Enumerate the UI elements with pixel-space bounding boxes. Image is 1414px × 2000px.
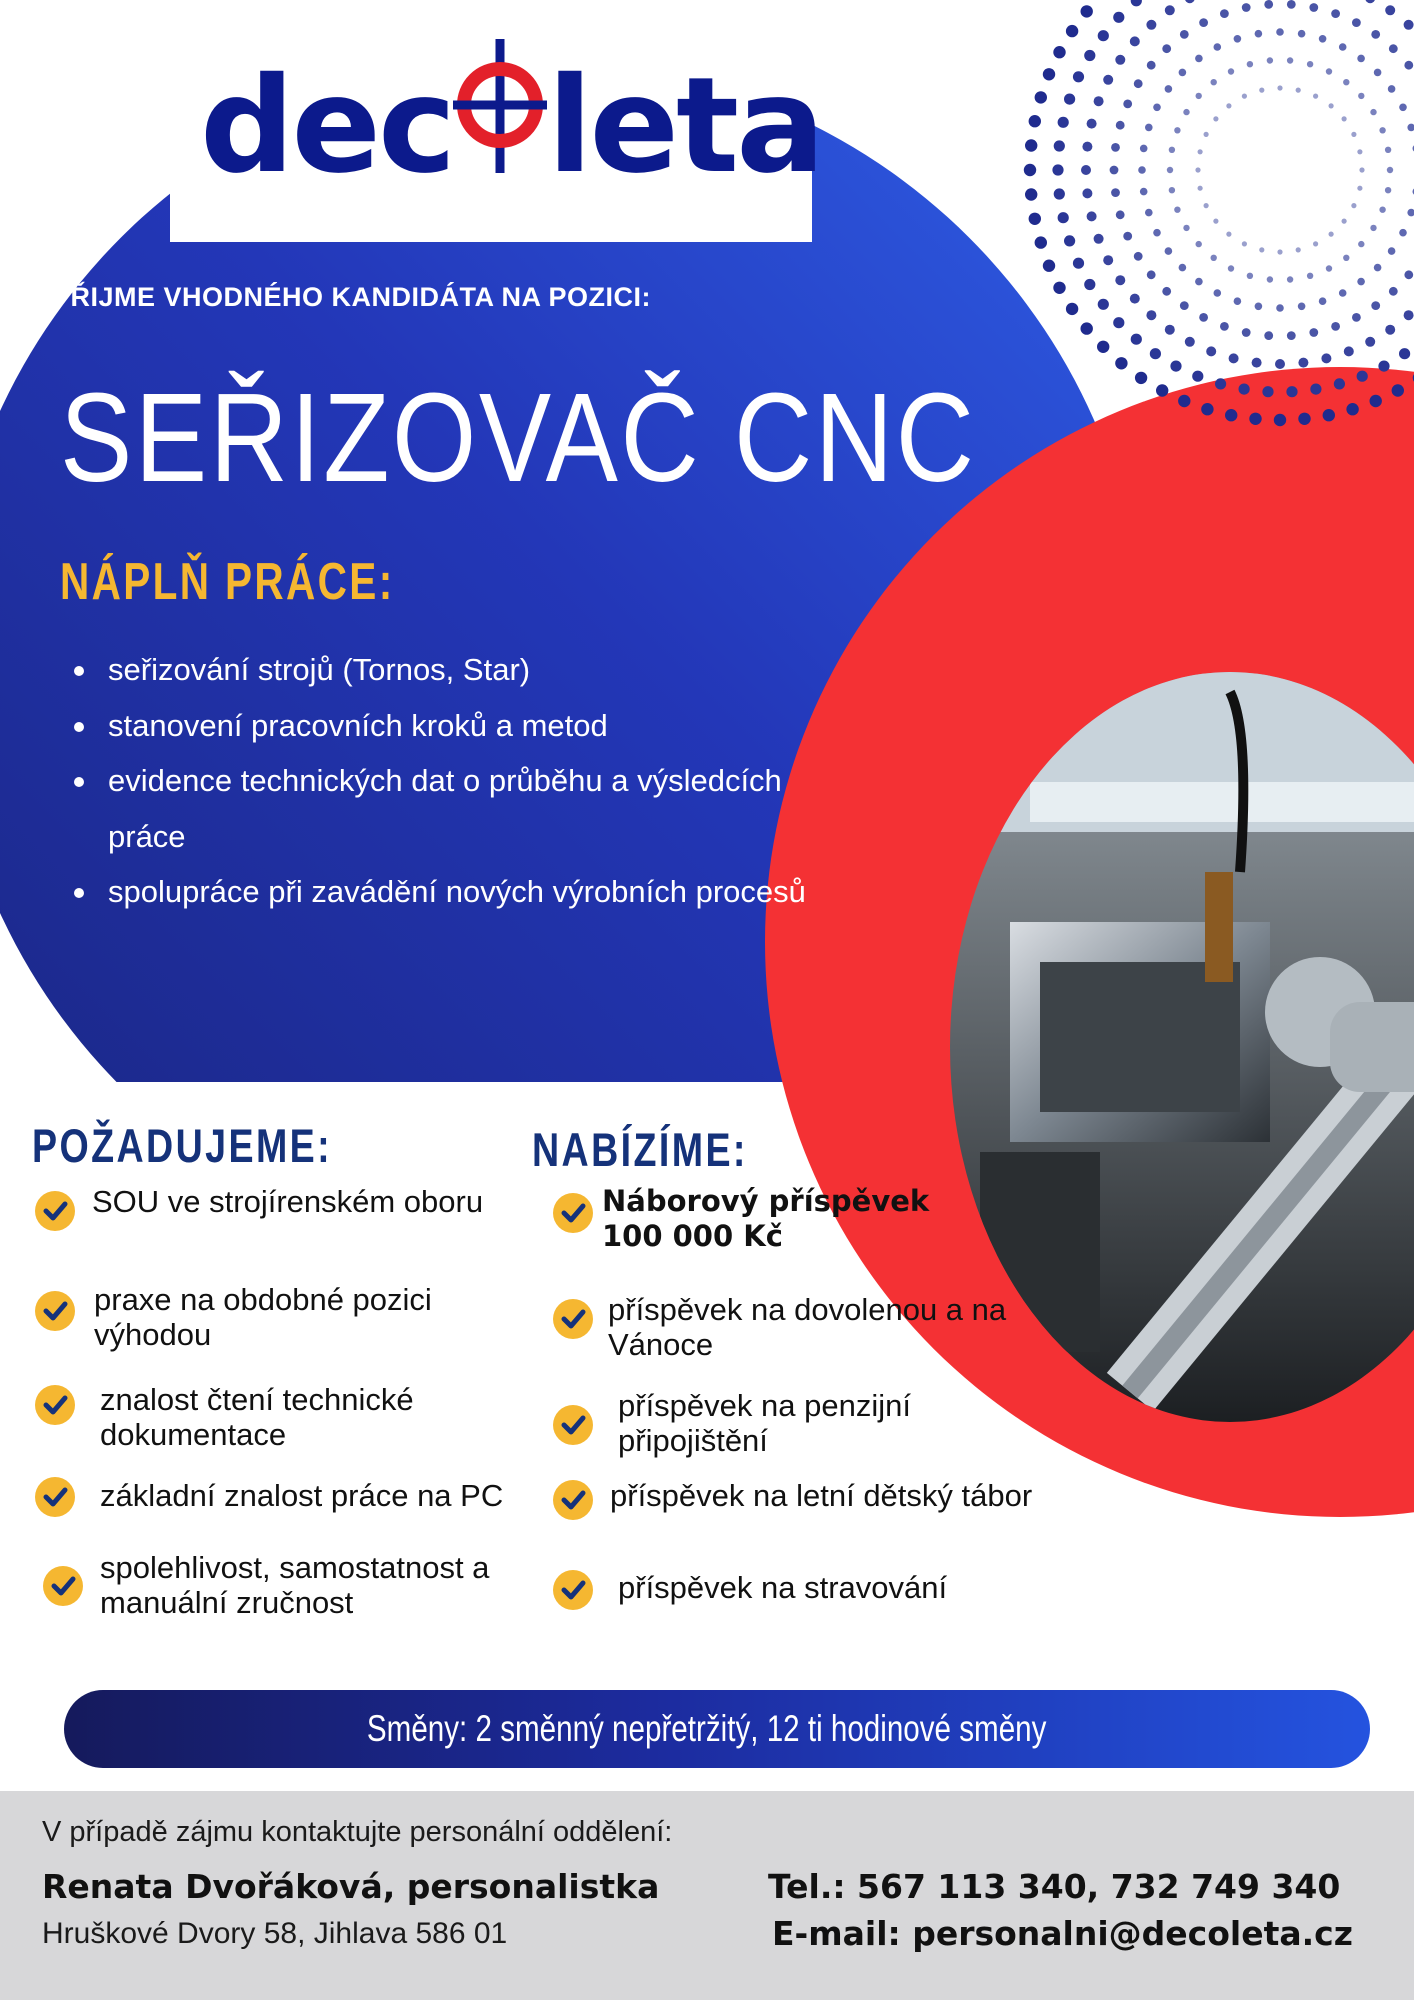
- decor-dot: [1147, 61, 1156, 70]
- offer-item: příspěvek na stravování: [618, 1570, 948, 1605]
- decor-dot: [1234, 297, 1242, 305]
- decor-dot: [1098, 30, 1109, 41]
- decor-dot: [1319, 297, 1327, 305]
- decor-dot: [1264, 0, 1273, 9]
- decor-dot: [1351, 132, 1356, 137]
- logo-part2: leta: [547, 49, 823, 203]
- decor-dot: [1399, 104, 1407, 112]
- decor-dot: [1179, 69, 1187, 77]
- decor-dot: [1276, 28, 1284, 36]
- dot-rings-decoration: [1010, 0, 1414, 460]
- decor-dot: [1081, 165, 1091, 175]
- decor-dot: [1081, 322, 1093, 334]
- decor-dot: [1130, 36, 1140, 46]
- decor-dot: [1195, 55, 1203, 63]
- contact-address: Hruškové Dvory 58, Jihlava 586 01: [42, 1917, 508, 1950]
- decor-dot: [1274, 414, 1286, 426]
- decor-dot: [1228, 265, 1234, 271]
- decor-dot: [1259, 88, 1264, 93]
- duties-heading: NÁPLŇ PRÁCE:: [60, 553, 395, 611]
- decor-dot: [1206, 346, 1216, 356]
- decor-dot: [1298, 303, 1306, 311]
- decor-dot: [1035, 236, 1047, 248]
- decor-dot: [1054, 188, 1065, 199]
- check-circle-icon: [34, 1476, 76, 1518]
- decor-dot: [1111, 143, 1120, 152]
- decor-dot: [1165, 5, 1175, 15]
- decor-dot: [1053, 46, 1065, 58]
- decor-dot: [1025, 139, 1037, 151]
- decor-dot: [1309, 3, 1318, 12]
- decor-dot: [1024, 164, 1036, 176]
- decor-dot: [1082, 188, 1092, 198]
- contact-name: Renata Dvořáková, personalistka: [42, 1867, 660, 1906]
- decor-dot: [1259, 247, 1264, 252]
- check-circle-icon: [34, 1384, 76, 1426]
- decor-dot: [1407, 209, 1414, 217]
- decor-dot: [1374, 69, 1382, 77]
- shift-text: Směny: 2 směnný nepřetržitý, 12 ti hodinové směny: [367, 1708, 1047, 1749]
- decor-dot: [1242, 94, 1247, 99]
- decor-dot: [1342, 219, 1347, 224]
- decor-dot: [1365, 337, 1375, 347]
- decor-dot: [1404, 270, 1413, 279]
- decor-dot: [1198, 186, 1203, 191]
- decor-dot: [1228, 68, 1234, 74]
- decor-dot: [1276, 304, 1284, 312]
- decor-dot: [1029, 213, 1041, 225]
- decor-dot: [1365, 0, 1375, 3]
- decor-dot: [1399, 229, 1407, 237]
- logo-part1: dec: [200, 49, 454, 203]
- decor-dot: [1287, 331, 1296, 340]
- decor-dot: [1392, 384, 1404, 396]
- requirement-item: SOU ve strojírenském oboru: [92, 1184, 484, 1219]
- offer-item: příspěvek na letní dětský tábor: [610, 1478, 1033, 1513]
- decor-dot: [1214, 289, 1222, 297]
- decor-dot: [1357, 55, 1365, 63]
- decor-dot: [1084, 50, 1095, 61]
- decor-dot: [1229, 353, 1239, 363]
- decor-dot: [1329, 103, 1334, 108]
- contact-email[interactable]: E-mail: personalni@decoleta.cz: [772, 1914, 1353, 1953]
- decor-dot: [1309, 328, 1318, 337]
- decor-dot: [1169, 147, 1175, 153]
- logo-target-icon: [457, 85, 543, 171]
- duty-item: spolupráce při zavádění nových výrobních procesů: [72, 864, 868, 920]
- decor-dot: [1404, 61, 1413, 70]
- decor-dot: [1174, 127, 1180, 133]
- decor-dot: [1388, 247, 1396, 255]
- decor-dot: [1255, 30, 1263, 38]
- decor-dot: [1082, 142, 1092, 152]
- decor-dot: [1073, 71, 1084, 82]
- decor-dot: [1111, 188, 1120, 197]
- decor-dot: [1399, 348, 1410, 359]
- decor-dot: [1087, 211, 1097, 221]
- decor-dot: [1239, 384, 1250, 395]
- decor-dot: [1313, 94, 1318, 99]
- decor-dot: [1344, 346, 1354, 356]
- check-circle-icon: [552, 1298, 594, 1340]
- decor-dot: [1087, 119, 1097, 129]
- check-circle-icon: [552, 1192, 594, 1234]
- shift-info: [0, 1690, 1414, 1768]
- decor-dot: [1357, 149, 1362, 154]
- decor-dot: [1052, 164, 1063, 175]
- check-circle-icon: [34, 1190, 76, 1232]
- decor-dot: [1379, 207, 1385, 213]
- decor-dot: [1388, 85, 1396, 93]
- decor-dot: [1162, 44, 1171, 53]
- decor-dot: [1167, 167, 1173, 173]
- decor-dot: [1103, 255, 1113, 265]
- decor-dot: [1165, 85, 1173, 93]
- decor-dot: [1255, 303, 1263, 311]
- decor-dot: [1334, 378, 1345, 389]
- decor-dot: [1165, 247, 1173, 255]
- decor-dot: [1066, 25, 1078, 37]
- decor-dot: [1115, 275, 1125, 285]
- decor-dot: [1262, 386, 1273, 397]
- decor-dot: [1043, 260, 1055, 272]
- decor-dot: [1054, 140, 1065, 151]
- duty-item: evidence technických dat o průběhu a výsledcích práce: [72, 753, 808, 864]
- decor-dot: [1195, 167, 1200, 172]
- decor-dot: [1199, 18, 1208, 27]
- decor-dot: [1196, 241, 1202, 247]
- decor-dot: [1329, 232, 1334, 237]
- decor-dot: [1215, 378, 1226, 389]
- decor-dot: [1225, 409, 1237, 421]
- decor-dot: [1131, 0, 1142, 6]
- decor-dot: [1226, 103, 1231, 108]
- subtitle: PŘIJME VHODNÉHO KANDIDÁTA NA POZICI:: [52, 282, 652, 312]
- decor-dot: [1162, 287, 1171, 296]
- decor-dot: [1116, 210, 1125, 219]
- decor-dot: [1094, 96, 1104, 106]
- decor-dot: [1140, 188, 1148, 196]
- decor-dot: [1174, 207, 1180, 213]
- decor-dot: [1098, 299, 1109, 310]
- decor-dot: [1113, 12, 1124, 23]
- decor-dot: [1135, 372, 1147, 384]
- decor-dot: [1064, 235, 1075, 246]
- contact-phone: Tel.: 567 113 340, 732 749 340: [768, 1867, 1341, 1906]
- requirements-heading: POŽADUJEME:: [32, 1119, 333, 1172]
- decor-dot: [1029, 115, 1041, 127]
- decor-dot: [1220, 9, 1229, 18]
- decor-dot: [1310, 384, 1321, 395]
- decor-dot: [1185, 0, 1195, 3]
- decor-dot: [1025, 188, 1037, 200]
- decor-dot: [1357, 186, 1362, 191]
- decor-dot: [1331, 322, 1340, 331]
- decor-dot: [1389, 287, 1398, 296]
- decor-dot: [1370, 109, 1376, 115]
- decor-dot: [1213, 116, 1218, 121]
- decor-dot: [1165, 325, 1175, 335]
- decor-dot: [1183, 225, 1189, 231]
- decor-dot: [1180, 30, 1189, 39]
- decor-dot: [1234, 35, 1242, 43]
- decor-dot: [1379, 127, 1385, 133]
- decor-dot: [1058, 212, 1069, 223]
- decor-dot: [1185, 337, 1195, 347]
- decor-dot: [1298, 413, 1310, 425]
- decor-dot: [1134, 252, 1143, 261]
- decor-dot: [1153, 229, 1161, 237]
- decor-dot: [1204, 203, 1209, 208]
- requirement-item: znalost čtení technické dokumentace: [100, 1382, 414, 1452]
- requirement-item: spolehlivost, samostatnost a manuální zručnost: [100, 1550, 490, 1620]
- decor-dot: [1370, 225, 1376, 231]
- decor-dot: [1313, 241, 1318, 246]
- contact-intro: V případě zájmu kontaktujte personální oddělení:: [42, 1816, 673, 1848]
- decor-dot: [1277, 249, 1282, 254]
- decor-dot: [1084, 279, 1095, 290]
- decor-dot: [1073, 258, 1084, 269]
- decor-dot: [1035, 91, 1047, 103]
- decor-dot: [1242, 241, 1247, 246]
- decor-dot: [1277, 85, 1282, 90]
- decor-dot: [1123, 100, 1132, 109]
- decor-dot: [1097, 341, 1109, 353]
- decor-dot: [1201, 403, 1213, 415]
- page-title: SEŘIZOVAČ CNC: [60, 367, 977, 508]
- decor-dot: [1195, 278, 1203, 286]
- decor-dot: [1359, 167, 1364, 172]
- decor-dot: [1145, 209, 1153, 217]
- decor-dot: [1287, 57, 1293, 63]
- decor-dot: [1358, 241, 1364, 247]
- decor-dot: [1115, 357, 1127, 369]
- decor-dot: [1371, 301, 1380, 310]
- decor-dot: [1150, 348, 1161, 359]
- decor-dot: [1296, 88, 1301, 93]
- decor-dot: [1178, 395, 1190, 407]
- decor-dot: [1319, 35, 1327, 43]
- decor-dot: [1169, 187, 1175, 193]
- decor-dot: [1196, 93, 1202, 99]
- decor-dot: [1053, 282, 1065, 294]
- requirement-item: praxe na obdobné pozici výhodou: [94, 1282, 432, 1352]
- decor-dot: [1130, 294, 1140, 304]
- decor-dot: [1094, 234, 1104, 244]
- offer-item: příspěvek na penzijní připojištění: [618, 1388, 911, 1458]
- decor-dot: [1220, 322, 1229, 331]
- decor-dot: [1267, 276, 1273, 282]
- decor-dot: [1351, 203, 1356, 208]
- decor-dot: [1131, 334, 1142, 345]
- decor-dot: [1298, 30, 1306, 38]
- decor-dot: [1242, 328, 1251, 337]
- decor-dot: [1183, 109, 1189, 115]
- decor-dot: [1199, 313, 1208, 322]
- decor-dot: [1374, 264, 1382, 272]
- decor-dot: [1081, 5, 1093, 17]
- decor-dot: [1138, 166, 1146, 174]
- decor-dot: [1307, 61, 1313, 67]
- decor-dot: [1247, 61, 1253, 67]
- decor-dot: [1371, 30, 1380, 39]
- offers-heading: NABÍZÍME:: [532, 1123, 748, 1176]
- duty-item: seřizování strojů (Tornos, Star): [72, 642, 832, 698]
- decor-dot: [1358, 93, 1364, 99]
- check-circle-icon: [552, 1569, 594, 1611]
- decor-dot: [1352, 18, 1361, 27]
- decor-dot: [1156, 384, 1168, 396]
- check-circle-icon: [552, 1479, 594, 1521]
- decor-dot: [1267, 57, 1273, 63]
- decor-dot: [1146, 20, 1156, 30]
- decor-dot: [1370, 395, 1382, 407]
- decor-dot: [1385, 187, 1391, 193]
- decor-dot: [1287, 276, 1293, 282]
- decor-dot: [1264, 331, 1273, 340]
- decor-dot: [1213, 219, 1218, 224]
- duties-list: [72, 642, 832, 920]
- decor-dot: [1321, 353, 1331, 363]
- decor-dot: [1153, 104, 1161, 112]
- decor-dot: [1146, 310, 1156, 320]
- decor-dot: [1275, 359, 1285, 369]
- decor-dot: [1211, 255, 1217, 261]
- decor-dot: [1066, 303, 1078, 315]
- decor-dot: [1064, 94, 1075, 105]
- offer-item: příspěvek na dovolenou a na Vánoce: [608, 1292, 1007, 1362]
- check-circle-icon: [34, 1290, 76, 1332]
- check-circle-icon: [552, 1404, 594, 1446]
- decor-dot: [1043, 68, 1055, 80]
- decor-dot: [1296, 247, 1301, 252]
- decor-dot: [1389, 44, 1398, 53]
- decor-dot: [1204, 132, 1209, 137]
- decor-dot: [1242, 3, 1251, 12]
- decor-dot: [1134, 79, 1143, 88]
- decor-dot: [1346, 403, 1358, 415]
- decor-dot: [1226, 232, 1231, 237]
- requirement-item: základní znalost práce na PC: [100, 1478, 504, 1513]
- decor-dot: [1339, 43, 1347, 51]
- decor-dot: [1323, 409, 1335, 421]
- decor-dot: [1385, 325, 1395, 335]
- decor-dot: [1343, 255, 1349, 261]
- decor-dot: [1357, 278, 1365, 286]
- decor-dot: [1407, 124, 1414, 132]
- decor-dot: [1198, 149, 1203, 154]
- decor-dot: [1352, 313, 1361, 322]
- decor-dot: [1343, 79, 1349, 85]
- decor-dot: [1387, 167, 1393, 173]
- decor-dot: [1170, 361, 1181, 372]
- decor-dot: [1326, 68, 1332, 74]
- decor-dot: [1286, 386, 1297, 397]
- decor-dot: [1247, 273, 1253, 279]
- decor-dot: [1385, 5, 1395, 15]
- decor-dot: [1404, 310, 1414, 320]
- duty-item: stanovení pracovních kroků a metod: [72, 698, 832, 754]
- decor-dot: [1145, 124, 1153, 132]
- decor-dot: [1123, 232, 1132, 241]
- offer-item-highlight: Náborový příspěvek 100 000 Kč: [602, 1184, 930, 1253]
- decor-dot: [1103, 75, 1113, 85]
- decor-dot: [1385, 147, 1391, 153]
- decor-dot: [1116, 121, 1125, 130]
- decor-dot: [1404, 20, 1414, 30]
- decor-dot: [1211, 79, 1217, 85]
- decor-dot: [1331, 9, 1340, 18]
- decor-dot: [1287, 0, 1296, 9]
- decor-dot: [1357, 371, 1368, 382]
- check-circle-icon: [42, 1565, 84, 1607]
- decor-dot: [1179, 264, 1187, 272]
- decor-dot: [1058, 117, 1069, 128]
- decor-dot: [1326, 265, 1332, 271]
- decor-dot: [1298, 358, 1308, 368]
- company-logo: [200, 49, 823, 203]
- decor-dot: [1249, 413, 1261, 425]
- decor-dot: [1252, 358, 1262, 368]
- decor-dot: [1307, 273, 1313, 279]
- decor-dot: [1147, 270, 1156, 279]
- decor-dot: [1342, 116, 1347, 121]
- decor-dot: [1113, 317, 1124, 328]
- decor-dot: [1140, 145, 1148, 153]
- decor-dot: [1339, 289, 1347, 297]
- decor-dot: [1192, 371, 1203, 382]
- decor-dot: [1214, 43, 1222, 51]
- decor-dot: [1110, 166, 1119, 175]
- decor-dot: [1378, 361, 1389, 372]
- decor-dot: [1115, 55, 1125, 65]
- decor-dot: [1180, 301, 1189, 310]
